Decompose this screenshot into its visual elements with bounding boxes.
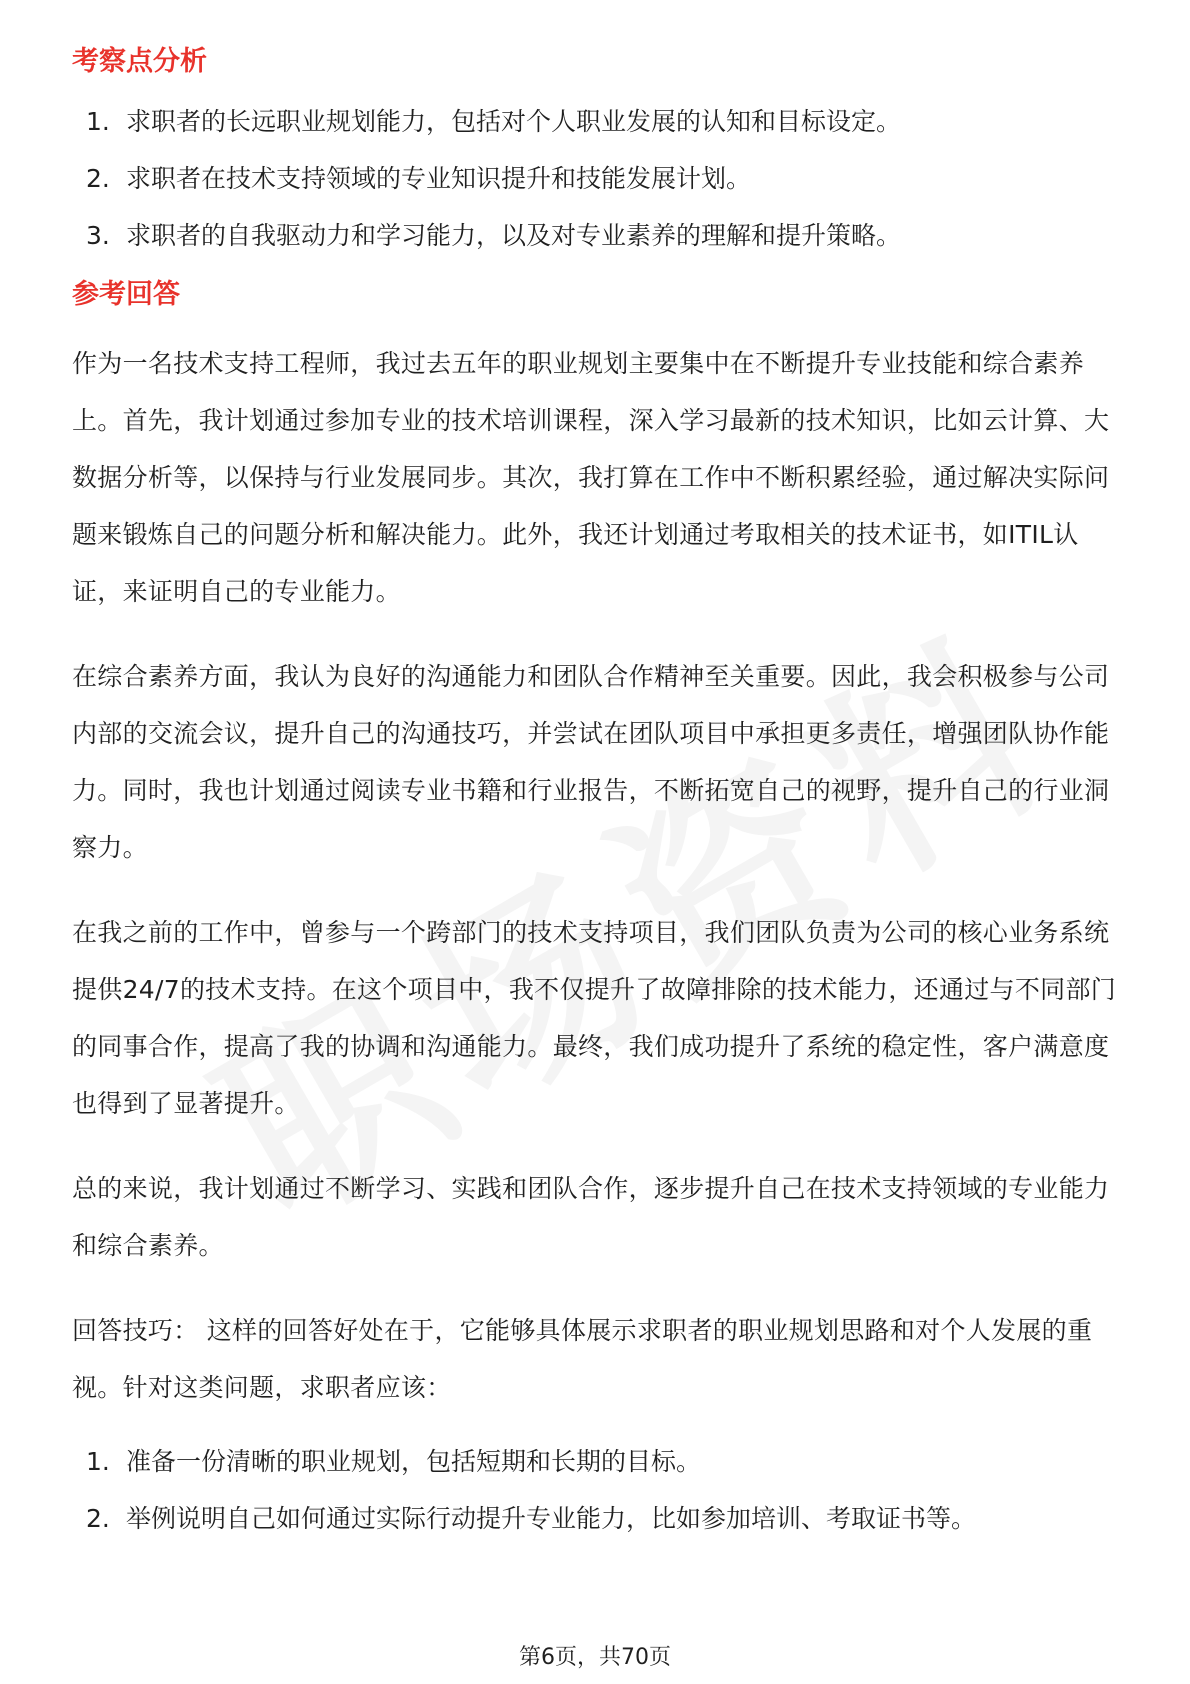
answer-paragraph: 总的来说，我计划通过不断学习、实践和团队合作，逐步提升自己在技术支持领域的专业能力和综合素养。: [72, 1174, 1110, 1260]
list-item: [72, 1501, 1122, 1537]
list-item-number: 3.: [86, 221, 110, 250]
page-number: 第6页，共70页: [519, 1645, 671, 1670]
analysis-list: [72, 104, 1122, 254]
answer-paragraph: 作为一名技术支持工程师，我过去五年的职业规划主要集中在不断提升专业技能和综合素养上。首先，我计划通过参加专业的技术培训课程，深入学习最新的技术知识，比如云计算、大数据分析等，以保持与行业发展同步。其次，我打算在工作中不断积累经验，通过解决实际问题来锻炼自己的问题分析和解决能力。此外，我还计划通过考取相关的技术证书，如ITIL认证，来证明自己的专业能力。: [72, 349, 1110, 606]
list-item: [72, 161, 1122, 197]
list-item-text: 举例说明自己如何通过实际行动提升专业能力，比如参加培训、考取证书等。: [126, 1504, 977, 1533]
page-content: [72, 42, 1122, 1558]
answer-paragraph: 在我之前的工作中，曾参与一个跨部门的技术支持项目，我们团队负责为公司的核心业务系统提供24/7的技术支持。在这个项目中，我不仅提升了故障排除的技术能力，还通过与不同部门的同事合作，提高了我的协调和沟通能力。最终，我们成功提升了系统的稳定性，客户满意度也得到了显著提升。: [72, 918, 1117, 1118]
list-item-number: 2.: [86, 164, 110, 193]
list-item-number: 2.: [86, 1504, 110, 1533]
section-title-answer: 参考回答: [72, 279, 180, 310]
list-item: [72, 1444, 1122, 1480]
answer-paragraph: 在综合素养方面，我认为良好的沟通能力和团队合作精神至关重要。因此，我会积极参与公司内部的交流会议，提升自己的沟通技巧，并尝试在团队项目中承担更多责任，增强团队协作能力。同时，我也计划通过阅读专业书籍和行业报告，不断拓宽自己的视野，提升自己的行业洞察力。: [72, 662, 1110, 862]
tips-list: [72, 1444, 1122, 1537]
list-item-text: 求职者在技术支持领域的专业知识提升和技能发展计划。: [126, 164, 752, 193]
list-item-text: 求职者的自我驱动力和学习能力，以及对专业素养的理解和提升策略。: [126, 221, 902, 250]
list-item: [72, 104, 1122, 140]
list-item: [72, 218, 1122, 254]
list-item-number: 1.: [86, 1447, 110, 1476]
list-item-text: 准备一份清晰的职业规划，包括短期和长期的目标。: [126, 1447, 702, 1476]
list-item-text: 求职者的长远职业规划能力，包括对个人职业发展的认知和目标设定。: [126, 107, 902, 136]
list-item-number: 1.: [86, 107, 110, 136]
section-title-analysis: 考察点分析: [72, 46, 207, 77]
answer-tips-intro: 回答技巧： 这样的回答好处在于，它能够具体展示求职者的职业规划思路和对个人发展的重视。针对这类问题，求职者应该：: [72, 1316, 1093, 1402]
